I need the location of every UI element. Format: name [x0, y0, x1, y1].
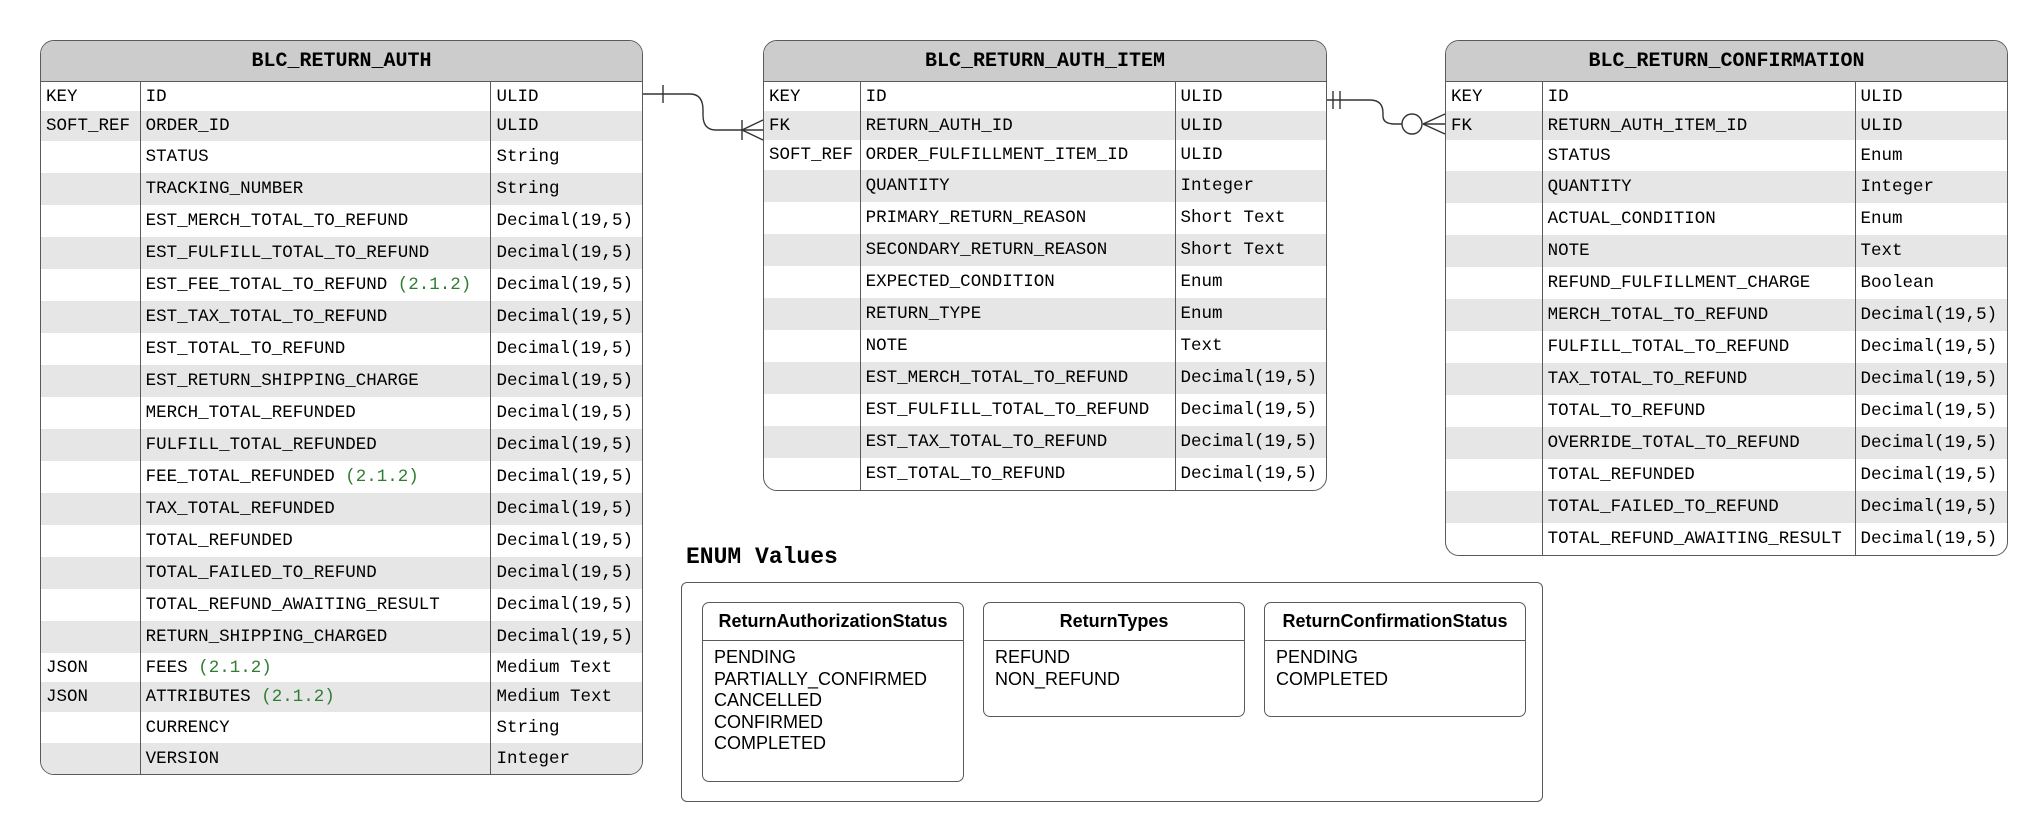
type-cell: String — [490, 141, 642, 173]
type-cell: Decimal(19,5) — [490, 557, 642, 589]
enum-value: COMPLETED — [1276, 668, 1389, 689]
enum-box-title: ReturnTypes — [984, 603, 1244, 641]
type-cell: Decimal(19,5) — [490, 621, 642, 653]
column-name: MERCH_TOTAL_REFUNDED — [145, 403, 356, 423]
type-cell: Decimal(19,5) — [1175, 426, 1326, 458]
version-tag: (2.1.2) — [261, 687, 335, 707]
enum-box-return-authorization-status — [702, 602, 964, 782]
column-name: ID — [1547, 86, 1569, 107]
enum-value: CANCELLED — [714, 690, 823, 710]
column-name: SECONDARY_RETURN_REASON — [865, 240, 1108, 260]
enum-values — [703, 641, 963, 761]
type-cell: Decimal(19,5) — [1855, 395, 2007, 427]
column-name: EST_MERCH_TOTAL_TO_REFUND — [865, 368, 1129, 388]
relationship-auth-to-item — [643, 85, 763, 140]
enum-values — [1265, 641, 1525, 696]
key-cell: SOFT_REF — [769, 145, 854, 165]
column-name: ORDER_ID — [145, 116, 230, 136]
column-name: FULFILL_TOTAL_REFUNDED — [145, 435, 377, 455]
key-cell: JSON — [46, 657, 89, 678]
column-name: TAX_TOTAL_REFUNDED — [145, 499, 335, 519]
column-name: QUANTITY — [1547, 177, 1632, 197]
type-cell: Decimal(19,5) — [490, 237, 642, 269]
crowfoot-prong — [1423, 114, 1445, 124]
column-name: TAX_TOTAL_TO_REFUND — [1547, 369, 1748, 389]
type-cell: Enum — [1855, 140, 2007, 171]
type-cell: Enum — [1175, 298, 1326, 330]
type-cell: Decimal(19,5) — [1855, 299, 2007, 331]
type-cell: ULID — [1175, 140, 1326, 170]
crowfoot-prong — [742, 130, 763, 140]
column-name: CURRENCY — [145, 717, 230, 738]
version-tag: (2.1.2) — [397, 275, 472, 295]
column-name: EST_RETURN_SHIPPING_CHARGE — [145, 371, 419, 391]
enum-value: PENDING — [714, 647, 797, 667]
column-name: EST_FULFILL_TOTAL_TO_REFUND — [145, 243, 430, 263]
column-name: ATTRIBUTES — [145, 687, 251, 707]
column-name: FEES — [145, 657, 188, 678]
column-name: TOTAL_REFUNDED — [145, 531, 293, 551]
enum-box-title: ReturnConfirmationStatus — [1265, 603, 1525, 641]
type-cell: ULID — [1855, 111, 2007, 140]
enum-box-return-confirmation-status — [1264, 602, 1526, 717]
column-name: VERSION — [145, 748, 220, 769]
column-name: NOTE — [865, 336, 908, 356]
type-cell: ULID — [1175, 82, 1326, 111]
type-cell: Decimal(19,5) — [1855, 459, 2007, 491]
type-cell: Decimal(19,5) — [1855, 523, 2007, 555]
key-cell: FK — [1451, 115, 1473, 136]
zero-optional-circle — [1402, 114, 1422, 134]
enum-box-return-types — [983, 602, 1245, 717]
column-name: RETURN_TYPE — [865, 304, 982, 324]
type-cell: Decimal(19,5) — [1855, 331, 2007, 363]
type-cell: Decimal(19,5) — [1855, 491, 2007, 523]
enum-value: CONFIRMED — [714, 711, 823, 732]
type-cell: Text — [1175, 330, 1326, 362]
type-cell: ULID — [1175, 111, 1326, 140]
enum-value: PENDING — [1276, 647, 1359, 667]
enum-values — [984, 641, 1244, 696]
type-cell: Decimal(19,5) — [1855, 363, 2007, 395]
enum-value: NON_REFUND — [995, 668, 1121, 689]
column-name: OVERRIDE_TOTAL_TO_REFUND — [1547, 433, 1800, 453]
type-cell: Decimal(19,5) — [490, 493, 642, 525]
column-name: RETURN_SHIPPING_CHARGED — [145, 627, 388, 647]
type-cell: Decimal(19,5) — [1175, 458, 1326, 490]
type-cell: Integer — [490, 743, 642, 774]
relationship-item-to-confirmation — [1327, 91, 1445, 134]
type-cell: Decimal(19,5) — [490, 397, 642, 429]
type-cell: Decimal(19,5) — [490, 365, 642, 397]
type-cell: Enum — [1175, 266, 1326, 298]
column-name: EST_TOTAL_TO_REFUND — [145, 339, 346, 359]
type-cell: Text — [1855, 235, 2007, 267]
enum-box-title: ReturnAuthorizationStatus — [703, 603, 963, 641]
version-tag: (2.1.2) — [345, 467, 419, 487]
column-name: TOTAL_FAILED_TO_REFUND — [145, 563, 377, 583]
enum-value: COMPLETED — [714, 733, 827, 753]
column-name: FEE_TOTAL_REFUNDED — [145, 467, 335, 487]
type-cell: ULID — [1855, 82, 2007, 111]
key-cell: FK — [769, 115, 791, 136]
type-cell: Decimal(19,5) — [1855, 427, 2007, 459]
column-name: RETURN_AUTH_ID — [865, 115, 1013, 136]
key-cell: KEY — [769, 86, 801, 107]
entity-title: BLC_RETURN_CONFIRMATION — [1446, 41, 2007, 82]
enum-value: REFUND — [995, 647, 1070, 667]
column-name: TOTAL_REFUND_AWAITING_RESULT — [1547, 529, 1842, 549]
type-cell: Short Text — [1175, 202, 1326, 234]
type-cell: Decimal(19,5) — [490, 525, 642, 557]
crowfoot-prong — [1423, 124, 1445, 134]
type-cell: ULID — [490, 82, 642, 111]
type-cell: Short Text — [1175, 234, 1326, 266]
key-cell: KEY — [1451, 86, 1483, 107]
column-name: EST_TAX_TOTAL_TO_REFUND — [145, 307, 388, 327]
column-name: EST_TAX_TOTAL_TO_REFUND — [865, 432, 1108, 452]
key-cell: SOFT_REF — [46, 116, 131, 136]
type-cell: ULID — [490, 111, 642, 141]
type-cell: Decimal(19,5) — [490, 461, 642, 493]
column-name: STATUS — [1547, 145, 1611, 166]
column-name: PRIMARY_RETURN_REASON — [865, 208, 1087, 228]
column-name: TOTAL_TO_REFUND — [1547, 401, 1706, 421]
entity-title: BLC_RETURN_AUTH — [41, 41, 642, 82]
crowfoot-prong — [742, 120, 763, 130]
column-name: RETURN_AUTH_ITEM_ID — [1547, 115, 1748, 136]
type-cell: Decimal(19,5) — [1175, 394, 1326, 426]
column-name: EST_FULFILL_TOTAL_TO_REFUND — [865, 400, 1150, 420]
enum-value: PARTIALLY_CONFIRMED — [714, 668, 928, 689]
column-name: EXPECTED_CONDITION — [865, 272, 1055, 292]
column-name: QUANTITY — [865, 176, 950, 196]
column-name: MERCH_TOTAL_TO_REFUND — [1547, 305, 1769, 325]
column-name: ACTUAL_CONDITION — [1547, 209, 1716, 229]
type-cell: Enum — [1855, 203, 2007, 235]
column-name: NOTE — [1547, 241, 1590, 261]
column-name: REFUND_FULFILLMENT_CHARGE — [1547, 273, 1811, 293]
column-name: EST_MERCH_TOTAL_TO_REFUND — [145, 211, 409, 231]
entity-title: BLC_RETURN_AUTH_ITEM — [764, 41, 1326, 82]
column-name: ID — [145, 86, 167, 107]
column-name: FULFILL_TOTAL_TO_REFUND — [1547, 337, 1790, 357]
column-name: EST_FEE_TOTAL_TO_REFUND — [145, 275, 388, 295]
column-name: ID — [865, 86, 887, 107]
type-cell: Medium Text — [490, 653, 642, 682]
type-cell: Decimal(19,5) — [490, 429, 642, 461]
type-cell: Boolean — [1855, 267, 2007, 299]
column-name: STATUS — [145, 147, 209, 167]
type-cell: Decimal(19,5) — [1175, 362, 1326, 394]
column-name: TOTAL_REFUNDED — [1547, 465, 1695, 485]
type-cell: String — [490, 173, 642, 205]
column-name: ORDER_FULFILLMENT_ITEM_ID — [865, 145, 1129, 165]
type-cell: Medium Text — [490, 682, 642, 712]
column-name: TRACKING_NUMBER — [145, 179, 304, 199]
enum-section-title: ENUM Values — [686, 544, 838, 570]
type-cell: Decimal(19,5) — [490, 301, 642, 333]
column-name: TOTAL_REFUND_AWAITING_RESULT — [145, 595, 440, 615]
type-cell: Decimal(19,5) — [490, 269, 642, 301]
type-cell: Integer — [1175, 170, 1326, 202]
key-cell: KEY — [46, 86, 78, 107]
key-cell: JSON — [46, 687, 89, 707]
type-cell: String — [490, 712, 642, 743]
relationship-line — [643, 94, 763, 130]
column-name: TOTAL_FAILED_TO_REFUND — [1547, 497, 1779, 517]
type-cell: Decimal(19,5) — [490, 589, 642, 621]
type-cell: Decimal(19,5) — [490, 205, 642, 237]
type-cell: Decimal(19,5) — [490, 333, 642, 365]
type-cell: Integer — [1855, 171, 2007, 203]
column-name: EST_TOTAL_TO_REFUND — [865, 464, 1066, 484]
version-tag: (2.1.2) — [198, 657, 272, 678]
